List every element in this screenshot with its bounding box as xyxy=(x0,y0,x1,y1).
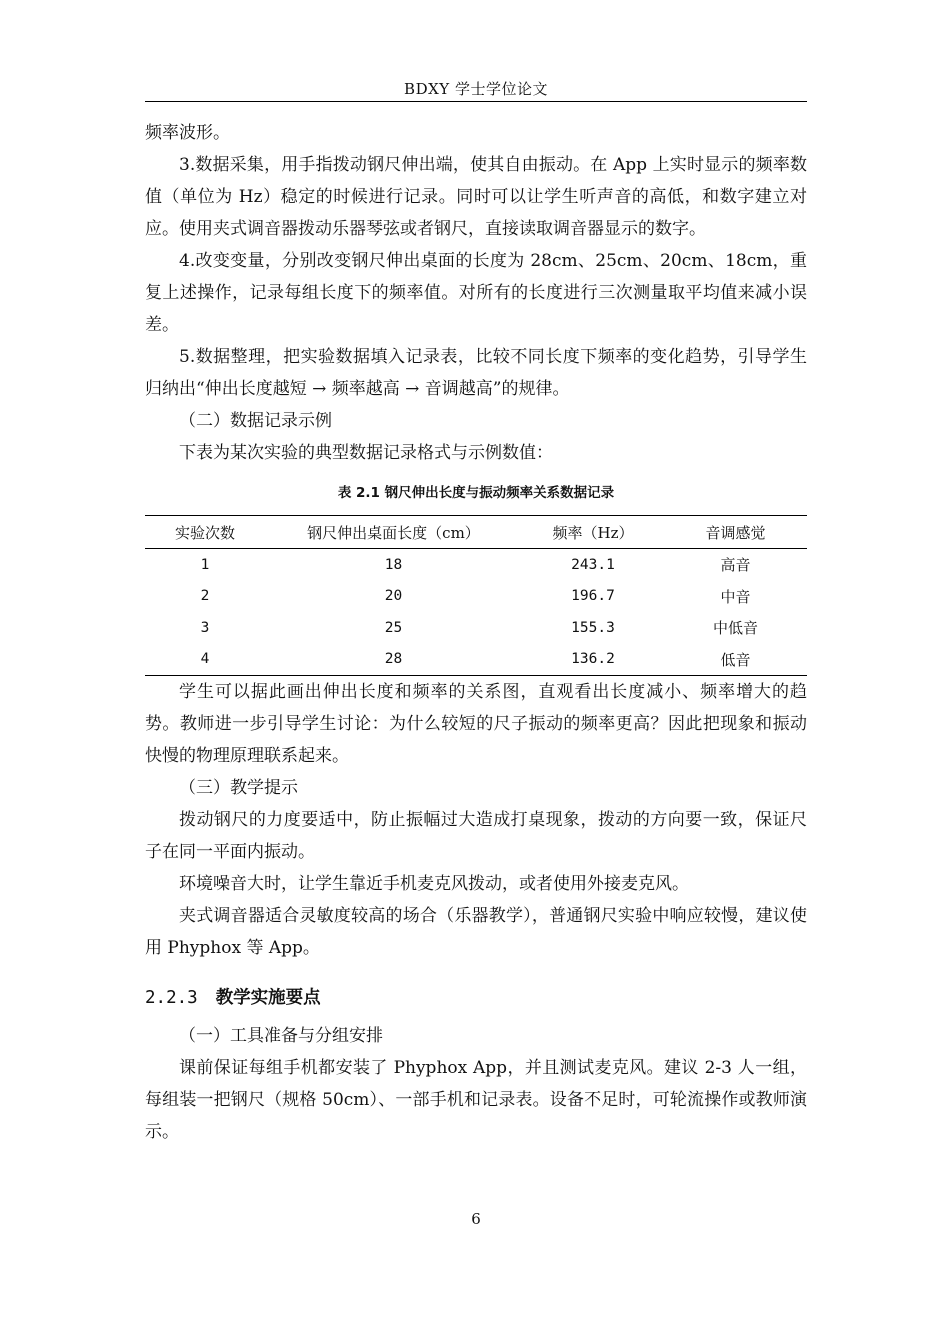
paragraph: 拨动钢尺的力度要适中，防止振幅过大造成打桌现象，拨动的方向要一致，保证尺子在同一平面内振动。 xyxy=(145,810,807,862)
table-row xyxy=(145,644,807,676)
table-cell: 4 xyxy=(145,644,265,676)
table-header-cell: 实验次数 xyxy=(145,516,265,549)
page-body xyxy=(145,117,807,1148)
table-cell: 25 xyxy=(384,619,403,636)
table-header-cell: 音调感觉 xyxy=(664,516,807,549)
paragraph: 频率波形。 xyxy=(145,123,230,143)
table-header-cell: 频率（Hz） xyxy=(522,516,664,549)
paragraph-group-bottom xyxy=(145,1020,807,1148)
paragraph: 3.数据采集，用手指拨动钢尺伸出端，使其自由振动。在 App 上实时显示的频率数值（单位为 Hz）稳定的时候进行记录。同时可以让学生听声音的高低，和数字建立对应。使用夹式调音器拨动乐器琴弦或者钢尺，直接读取调音器显示的数字。 xyxy=(145,155,807,239)
table-cell: 243.1 xyxy=(571,556,615,573)
table-body xyxy=(145,549,807,676)
table-row xyxy=(145,549,807,581)
table-cell: 155.3 xyxy=(571,619,615,636)
paragraph: （一）工具准备与分组安排 xyxy=(179,1026,383,1046)
paragraph: 课前保证每组手机都安装了 Phyphox App，并且测试麦克风。建议 2-3 人一组，每组装一把钢尺（规格 50cm）、一部手机和记录表。设备不足时，可轮流操作或教师演示。 xyxy=(145,1058,807,1142)
table-cell: 136.2 xyxy=(522,644,664,676)
paragraph: 5.数据整理，把实验数据填入记录表，比较不同长度下频率的变化趋势，引导学生归纳出“伸出长度越短 → 频率越高 → 音调越高”的规律。 xyxy=(145,347,807,399)
data-table xyxy=(145,515,807,676)
table-header-row xyxy=(145,516,807,549)
table-cell: 28 xyxy=(265,644,522,676)
paragraph-group-mid xyxy=(145,676,807,964)
paragraph-group-top xyxy=(145,117,807,469)
paragraph: 夹式调音器适合灵敏度较高的场合（乐器教学），普通钢尺实验中响应较慢，建议使用 Phyphox 等 App。 xyxy=(145,906,807,958)
section-title: 教学实施要点 xyxy=(215,988,321,1008)
table-caption: 表 2.1 钢尺伸出长度与振动频率关系数据记录 xyxy=(337,485,615,501)
table-cell: 2 xyxy=(200,588,210,605)
paragraph: 学生可以据此画出伸出长度和频率的关系图，直观看出长度减小、频率增大的趋势。教师进一步引导学生讨论：为什么较短的尺子振动的频率更高？因此把现象和振动快慢的物理原理联系起来。 xyxy=(145,682,807,766)
table-row xyxy=(145,612,807,644)
paragraph: 下表为某次实验的典型数据记录格式与示例数值： xyxy=(179,443,553,463)
section-number: 2.2.3 xyxy=(145,988,198,1008)
section-heading xyxy=(145,982,807,1014)
header-rule xyxy=(145,101,807,102)
table-cell: 20 xyxy=(384,588,403,605)
table-cell: 高音 xyxy=(720,556,751,575)
table-cell: 196.7 xyxy=(571,588,615,605)
table-cell: 1 xyxy=(200,556,210,573)
paragraph: （二）数据记录示例 xyxy=(179,411,332,431)
table-cell: 3 xyxy=(200,619,210,636)
page-number: 6 xyxy=(471,1210,481,1228)
table-cell: 中音 xyxy=(720,587,751,606)
paragraph: 环境噪音大时，让学生靠近手机麦克风拨动，或者使用外接麦克风。 xyxy=(179,874,689,894)
running-header: BDXY 学士学位论文 xyxy=(404,80,548,98)
table-row xyxy=(145,581,807,613)
table-header-cell: 钢尺伸出桌面长度（cm） xyxy=(265,516,522,549)
paragraph: （三）教学提示 xyxy=(179,778,298,798)
table-cell: 低音 xyxy=(664,644,807,676)
paragraph: 4.改变变量，分别改变钢尺伸出桌面的长度为 28cm、25cm、20cm、18cm，重复上述操作，记录每组长度下的频率值。对所有的长度进行三次测量取平均值来减小误差。 xyxy=(145,251,807,335)
table-cell: 中低音 xyxy=(712,619,758,638)
table-cell: 18 xyxy=(384,556,403,573)
